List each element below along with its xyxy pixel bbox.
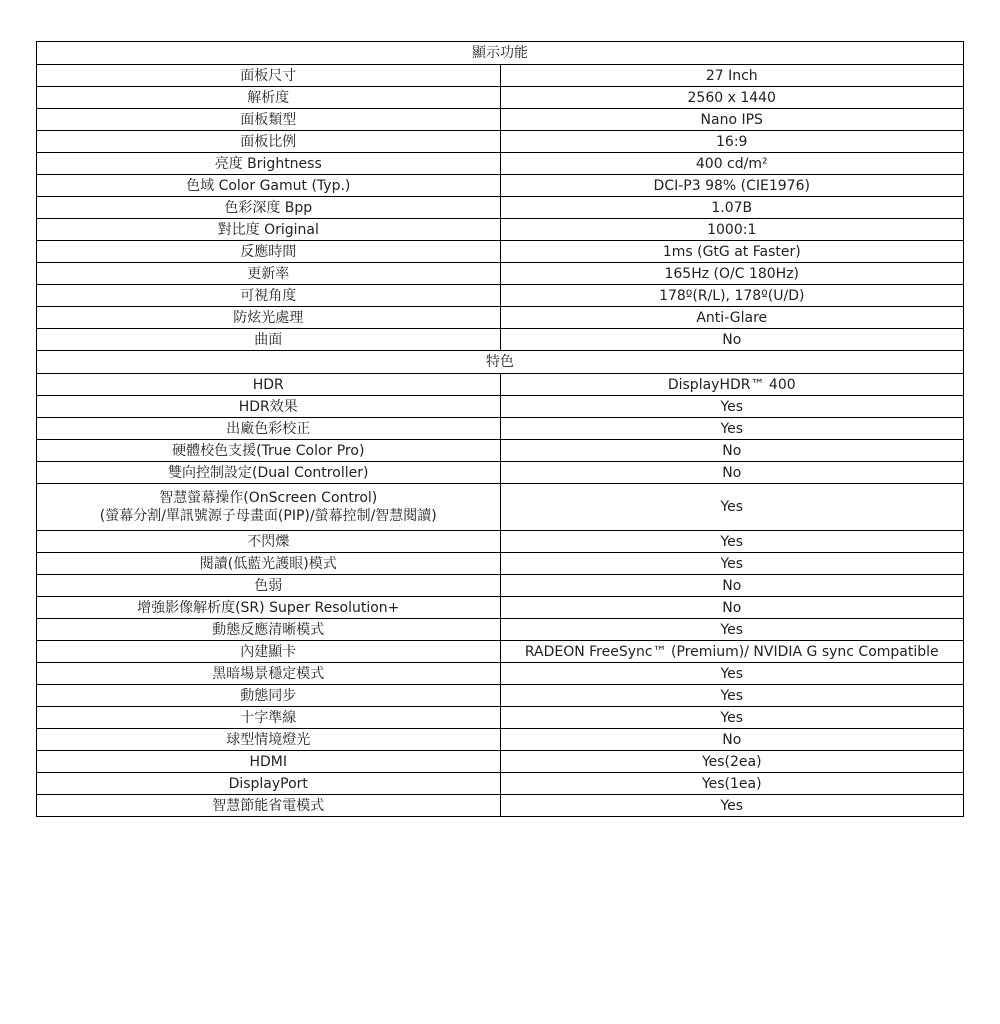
spec-value: No <box>500 729 964 751</box>
spec-value: Yes <box>500 484 964 531</box>
section-header-row <box>37 42 964 65</box>
spec-row <box>37 553 964 575</box>
spec-label: 硬體校色支援(True Color Pro) <box>37 440 501 462</box>
spec-row <box>37 109 964 131</box>
spec-row <box>37 285 964 307</box>
spec-row <box>37 440 964 462</box>
spec-value: 16:9 <box>500 131 964 153</box>
spec-value: Yes <box>500 795 964 817</box>
spec-label: 內建顯卡 <box>37 641 501 663</box>
spec-row <box>37 87 964 109</box>
spec-row <box>37 641 964 663</box>
spec-table-body <box>37 42 964 817</box>
spec-value: Yes(1ea) <box>500 773 964 795</box>
spec-value: Yes(2ea) <box>500 751 964 773</box>
spec-label: 增強影像解析度(SR) Super Resolution+ <box>37 597 501 619</box>
spec-label: 面板比例 <box>37 131 501 153</box>
spec-value: DCI-P3 98% (CIE1976) <box>500 175 964 197</box>
spec-row <box>37 484 964 531</box>
spec-row <box>37 153 964 175</box>
spec-label: HDMI <box>37 751 501 773</box>
spec-row <box>37 575 964 597</box>
spec-row <box>37 329 964 351</box>
spec-row <box>37 531 964 553</box>
spec-label: 出廠色彩校正 <box>37 418 501 440</box>
spec-label: 反應時間 <box>37 241 501 263</box>
spec-value: Yes <box>500 707 964 729</box>
spec-value: Yes <box>500 418 964 440</box>
spec-label: 雙向控制設定(Dual Controller) <box>37 462 501 484</box>
spec-label: 亮度 Brightness <box>37 153 501 175</box>
spec-row <box>37 131 964 153</box>
spec-label: 曲面 <box>37 329 501 351</box>
section-title: 顯示功能 <box>37 42 964 65</box>
spec-label: 十字準線 <box>37 707 501 729</box>
spec-value: No <box>500 440 964 462</box>
spec-value: No <box>500 329 964 351</box>
spec-value: 27 Inch <box>500 65 964 87</box>
spec-value: Yes <box>500 396 964 418</box>
spec-row <box>37 597 964 619</box>
spec-label: 閱讀(低藍光護眼)模式 <box>37 553 501 575</box>
spec-row <box>37 241 964 263</box>
spec-label: 面板類型 <box>37 109 501 131</box>
spec-label: 智慧螢幕操作(OnScreen Control) <box>159 490 378 506</box>
section-header-row <box>37 351 964 374</box>
spec-row <box>37 175 964 197</box>
spec-label: 面板尺寸 <box>37 65 501 87</box>
spec-label: 解析度 <box>37 87 501 109</box>
spec-value: DisplayHDR™ 400 <box>500 374 964 396</box>
spec-value: No <box>500 462 964 484</box>
spec-label: 色弱 <box>37 575 501 597</box>
spec-label: HDR <box>37 374 501 396</box>
spec-value: 400 cd/m² <box>500 153 964 175</box>
spec-label: 對比度 Original <box>37 219 501 241</box>
spec-row <box>37 663 964 685</box>
spec-label: 可視角度 <box>37 285 501 307</box>
spec-value: 1000:1 <box>500 219 964 241</box>
spec-value: 2560 x 1440 <box>500 87 964 109</box>
spec-label-detail: (螢幕分割/單訊號源子母畫面(PIP)/螢幕控制/智慧閱讀) <box>99 508 437 524</box>
spec-label: DisplayPort <box>37 773 501 795</box>
spec-row <box>37 773 964 795</box>
spec-value: No <box>500 575 964 597</box>
spec-table <box>36 41 964 817</box>
spec-value: 1ms (GtG at Faster) <box>500 241 964 263</box>
spec-label: HDR效果 <box>37 396 501 418</box>
spec-row <box>37 462 964 484</box>
spec-label: 色域 Color Gamut (Typ.) <box>37 175 501 197</box>
spec-row <box>37 307 964 329</box>
spec-row <box>37 707 964 729</box>
spec-row <box>37 396 964 418</box>
spec-value: RADEON FreeSync™ (Premium)/ NVIDIA G sync Compatible <box>500 641 964 663</box>
spec-row <box>37 751 964 773</box>
spec-label: 不閃爍 <box>37 531 501 553</box>
spec-value: Yes <box>500 531 964 553</box>
spec-row <box>37 619 964 641</box>
spec-value: 165Hz (O/C 180Hz) <box>500 263 964 285</box>
spec-row <box>37 263 964 285</box>
spec-value: No <box>500 597 964 619</box>
spec-row <box>37 418 964 440</box>
spec-value: Nano IPS <box>500 109 964 131</box>
spec-row <box>37 685 964 707</box>
spec-value: Anti-Glare <box>500 307 964 329</box>
spec-label: 色彩深度 Bpp <box>37 197 501 219</box>
spec-label: 黑暗場景穩定模式 <box>37 663 501 685</box>
spec-row <box>37 374 964 396</box>
spec-label: 動態同步 <box>37 685 501 707</box>
spec-row <box>37 197 964 219</box>
spec-row <box>37 729 964 751</box>
spec-value: Yes <box>500 685 964 707</box>
spec-label: 防炫光處理 <box>37 307 501 329</box>
spec-row <box>37 219 964 241</box>
spec-label-cell <box>37 484 501 531</box>
spec-label: 動態反應清晰模式 <box>37 619 501 641</box>
spec-value: Yes <box>500 553 964 575</box>
spec-value: Yes <box>500 663 964 685</box>
spec-label: 球型情境燈光 <box>37 729 501 751</box>
section-title: 特色 <box>37 351 964 374</box>
spec-value: 178º(R/L), 178º(U/D) <box>500 285 964 307</box>
spec-value: Yes <box>500 619 964 641</box>
spec-label: 智慧節能省電模式 <box>37 795 501 817</box>
spec-label: 更新率 <box>37 263 501 285</box>
spec-row <box>37 65 964 87</box>
spec-value: 1.07B <box>500 197 964 219</box>
spec-row <box>37 795 964 817</box>
